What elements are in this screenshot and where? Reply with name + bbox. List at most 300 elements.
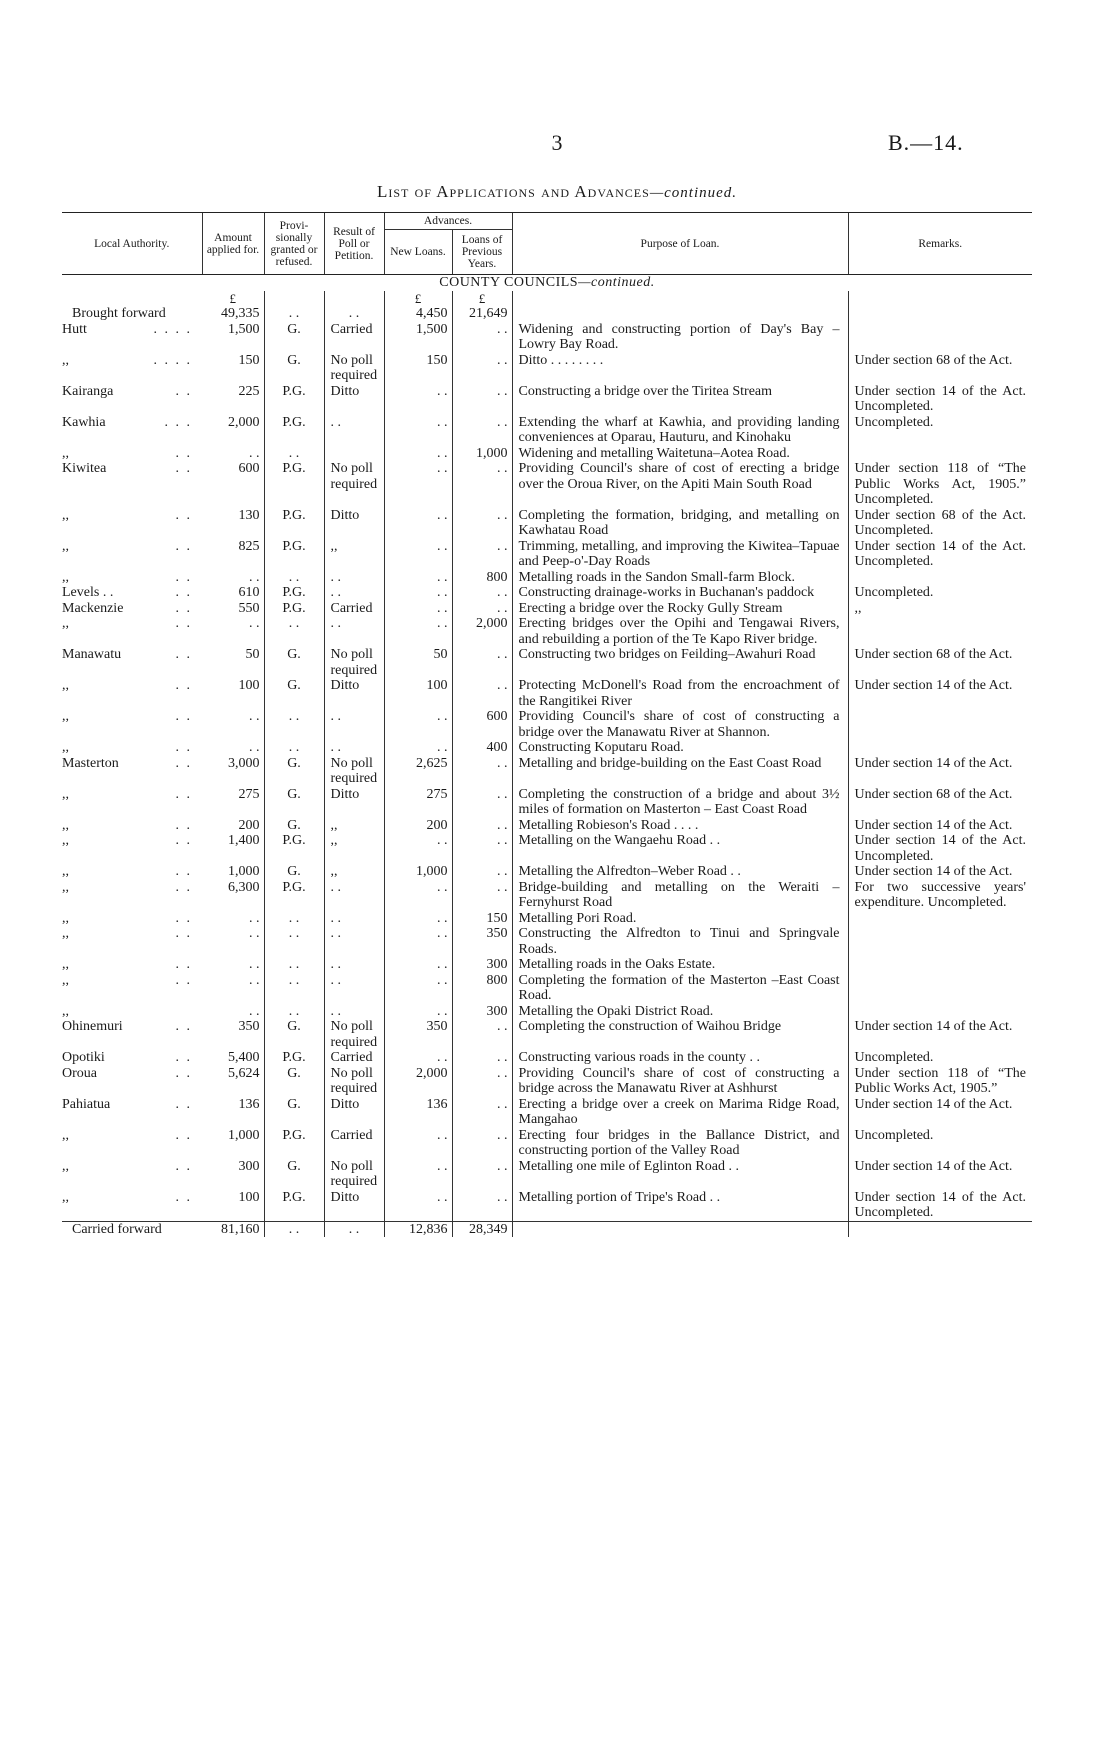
row-leader-dots: . . bbox=[175, 1127, 192, 1143]
row-amount: 3,000 bbox=[228, 755, 260, 771]
row-result: No poll required bbox=[324, 353, 384, 384]
row-remarks bbox=[848, 973, 1032, 1004]
row-authority-name: ,, bbox=[62, 879, 69, 895]
table-row bbox=[62, 740, 1032, 756]
row-previous-loans: 800 bbox=[452, 570, 512, 586]
table-row bbox=[62, 1019, 1032, 1050]
table-row bbox=[62, 1050, 1032, 1066]
row-authority-name: ,, bbox=[62, 740, 69, 755]
table-row bbox=[62, 1128, 1032, 1159]
row-result: . . bbox=[324, 740, 384, 756]
row-purpose: Metalling on the Wangaehu Road . . bbox=[512, 833, 848, 864]
brought-forward-new: 4,450 bbox=[384, 306, 452, 322]
row-remarks bbox=[848, 957, 1032, 973]
table-row bbox=[62, 508, 1032, 539]
table-row bbox=[62, 616, 1032, 647]
row-amount: 136 bbox=[238, 1096, 260, 1112]
row-purpose: Providing Council's share of cost of erecting a bridge over the Oroua River, on the Apiti Main South Road bbox=[512, 461, 848, 508]
row-provisional: P.G. bbox=[264, 601, 324, 617]
row-provisional: P.G. bbox=[264, 508, 324, 539]
table-row bbox=[62, 1159, 1032, 1190]
row-provisional: P.G. bbox=[264, 384, 324, 415]
row-remarks: Under section 14 of the Act. bbox=[848, 678, 1032, 709]
row-provisional: . . bbox=[264, 926, 324, 957]
brought-forward-result: . . bbox=[324, 306, 384, 322]
row-result bbox=[324, 446, 384, 462]
col-remarks: Remarks. bbox=[848, 213, 1032, 275]
row-new-loans: 136 bbox=[384, 1097, 452, 1128]
carried-forward-result: . . bbox=[324, 1221, 384, 1237]
row-result: ,, bbox=[324, 864, 384, 880]
row-previous-loans: . . bbox=[452, 415, 512, 446]
applications-table bbox=[62, 212, 1032, 1237]
row-previous-loans: . . bbox=[452, 818, 512, 834]
row-amount: . . bbox=[249, 972, 260, 988]
carried-forward-prov: . . bbox=[264, 1221, 324, 1237]
row-result: . . bbox=[324, 957, 384, 973]
row-purpose: Completing the formation of the Masterton –East Coast Road. bbox=[512, 973, 848, 1004]
row-provisional: G. bbox=[264, 1097, 324, 1128]
row-amount: . . bbox=[249, 569, 260, 585]
row-result: No poll required bbox=[324, 461, 384, 508]
row-provisional: G. bbox=[264, 818, 324, 834]
row-previous-loans: 1,000 bbox=[452, 446, 512, 462]
row-leader-dots: . . bbox=[175, 616, 192, 631]
row-provisional: G. bbox=[264, 353, 324, 384]
row-new-loans: . . bbox=[384, 601, 452, 617]
row-result: Ditto bbox=[324, 787, 384, 818]
row-result: No poll required bbox=[324, 1066, 384, 1097]
row-previous-loans: . . bbox=[452, 384, 512, 415]
row-authority-name: ,, bbox=[62, 786, 69, 802]
row-amount: 130 bbox=[238, 507, 260, 523]
brought-forward-previous: 21,649 bbox=[452, 306, 512, 322]
table-row bbox=[62, 1097, 1032, 1128]
row-purpose: Constructing drainage-works in Buchanan's paddock bbox=[512, 585, 848, 601]
row-leader-dots: . . . . bbox=[153, 321, 192, 337]
row-new-loans: . . bbox=[384, 1050, 452, 1066]
table-row bbox=[62, 415, 1032, 446]
section-heading bbox=[62, 275, 1032, 291]
row-previous-loans: . . bbox=[452, 678, 512, 709]
row-result: ,, bbox=[324, 833, 384, 864]
col-amount-applied: Amount applied for. bbox=[202, 213, 264, 275]
row-purpose: Metalling portion of Tripe's Road . . bbox=[512, 1190, 848, 1222]
row-result: Ditto bbox=[324, 384, 384, 415]
col-purpose: Purpose of Loan. bbox=[512, 213, 848, 275]
page-number: 3 bbox=[551, 130, 563, 155]
row-result: No poll required bbox=[324, 1019, 384, 1050]
table-row bbox=[62, 1066, 1032, 1097]
row-new-loans: . . bbox=[384, 585, 452, 601]
row-previous-loans: 150 bbox=[452, 911, 512, 927]
table-row bbox=[62, 880, 1032, 911]
row-previous-loans: . . bbox=[452, 322, 512, 353]
row-purpose: Metalling one mile of Eglinton Road . . bbox=[512, 1159, 848, 1190]
table-body bbox=[62, 275, 1032, 1222]
row-authority-name: ,, bbox=[62, 538, 69, 554]
row-new-loans: . . bbox=[384, 1190, 452, 1222]
row-new-loans: . . bbox=[384, 539, 452, 570]
table-row bbox=[62, 446, 1032, 462]
row-purpose: Widening and metalling Waitetuna–Aotea Road. bbox=[512, 446, 848, 462]
row-previous-loans: . . bbox=[452, 353, 512, 384]
row-authority bbox=[62, 787, 202, 818]
row-authority bbox=[62, 508, 202, 539]
row-leader-dots: . . bbox=[175, 600, 192, 616]
table-row bbox=[62, 322, 1032, 353]
col-provisionally: Provi-sionally granted or refused. bbox=[264, 213, 324, 275]
row-provisional: G. bbox=[264, 647, 324, 678]
row-amount: 275 bbox=[238, 786, 260, 802]
row-remarks: Under section 68 of the Act. Uncompleted. bbox=[848, 508, 1032, 539]
col-loans-previous: Loans of Previous Years. bbox=[452, 230, 512, 275]
table-row bbox=[62, 957, 1032, 973]
row-remarks: Under section 14 of the Act. bbox=[848, 756, 1032, 787]
table-row bbox=[62, 756, 1032, 787]
row-authority bbox=[62, 1097, 202, 1128]
row-amount: 5,624 bbox=[228, 1065, 260, 1081]
carried-forward-previous: 28,349 bbox=[452, 1221, 512, 1237]
row-authority bbox=[62, 353, 202, 384]
table-row bbox=[62, 926, 1032, 957]
row-remarks bbox=[848, 911, 1032, 927]
row-authority-name: Kiwitea bbox=[62, 461, 107, 476]
row-purpose: Metalling the Alfredton–Weber Road . . bbox=[512, 864, 848, 880]
table-row bbox=[62, 384, 1032, 415]
row-result: . . bbox=[324, 570, 384, 586]
row-provisional: . . bbox=[264, 570, 324, 586]
row-leader-dots: . . bbox=[175, 972, 192, 988]
row-provisional: G. bbox=[264, 678, 324, 709]
row-purpose: Extending the wharf at Kawhia, and providing landing conveniences at Oparau, Hauturu, and Kinohaku bbox=[512, 415, 848, 446]
row-remarks: For two successive years' expenditure. Uncompleted. bbox=[848, 880, 1032, 911]
row-purpose: Constructing a bridge over the Tiritea Stream bbox=[512, 384, 848, 415]
table-row bbox=[62, 709, 1032, 740]
row-purpose: Constructing two bridges on Feilding–Awahuri Road bbox=[512, 647, 848, 678]
table-row bbox=[62, 678, 1032, 709]
row-remarks: Under section 14 of the Act. Uncompleted. bbox=[848, 1190, 1032, 1222]
row-authority-name: ,, bbox=[62, 445, 69, 461]
table-row bbox=[62, 461, 1032, 508]
row-result: . . bbox=[324, 1004, 384, 1020]
row-remarks bbox=[848, 616, 1032, 647]
row-previous-loans: 600 bbox=[452, 709, 512, 740]
row-new-loans: . . bbox=[384, 446, 452, 462]
row-authority bbox=[62, 585, 202, 601]
row-remarks bbox=[848, 709, 1032, 740]
row-provisional: . . bbox=[264, 616, 324, 647]
row-authority-name: ,, bbox=[62, 1189, 69, 1205]
row-result: Ditto bbox=[324, 678, 384, 709]
table-row bbox=[62, 833, 1032, 864]
table-row bbox=[62, 1190, 1032, 1222]
table-row bbox=[62, 911, 1032, 927]
row-new-loans: . . bbox=[384, 973, 452, 1004]
row-amount: 610 bbox=[238, 585, 260, 600]
row-result: . . bbox=[324, 926, 384, 957]
row-result: Ditto bbox=[324, 508, 384, 539]
row-authority-name: Masterton bbox=[62, 755, 119, 771]
row-provisional: P.G. bbox=[264, 880, 324, 911]
table-row bbox=[62, 601, 1032, 617]
row-previous-loans: 400 bbox=[452, 740, 512, 756]
row-previous-loans: 350 bbox=[452, 926, 512, 957]
table-row bbox=[62, 1004, 1032, 1020]
row-new-loans: . . bbox=[384, 570, 452, 586]
row-authority bbox=[62, 709, 202, 740]
row-previous-loans: . . bbox=[452, 1128, 512, 1159]
section-title-suffix: —continued. bbox=[578, 275, 655, 290]
row-provisional: P.G. bbox=[264, 1190, 324, 1222]
row-amount: 200 bbox=[238, 817, 260, 833]
row-authority bbox=[62, 880, 202, 911]
row-authority bbox=[62, 647, 202, 678]
row-provisional: . . bbox=[264, 709, 324, 740]
row-remarks: Uncompleted. bbox=[848, 1128, 1032, 1159]
row-result: No poll required bbox=[324, 1159, 384, 1190]
row-previous-loans: . . bbox=[452, 461, 512, 508]
row-previous-loans: . . bbox=[452, 1159, 512, 1190]
row-provisional: P.G. bbox=[264, 833, 324, 864]
row-remarks bbox=[848, 1004, 1032, 1020]
row-amount: . . bbox=[249, 445, 260, 461]
row-amount: . . bbox=[249, 616, 260, 631]
col-result-poll: Result of Poll or Petition. bbox=[324, 213, 384, 275]
row-new-loans: . . bbox=[384, 709, 452, 740]
row-purpose: Erecting a bridge over a creek on Marima Ridge Road, Mangahao bbox=[512, 1097, 848, 1128]
row-result: Ditto bbox=[324, 1097, 384, 1128]
row-amount: 1,000 bbox=[228, 1127, 260, 1143]
row-amount: . . bbox=[249, 740, 260, 755]
row-leader-dots: . . bbox=[175, 833, 192, 848]
row-authority bbox=[62, 1128, 202, 1159]
row-remarks: Under section 14 of the Act. Uncompleted. bbox=[848, 539, 1032, 570]
row-purpose: Constructing Koputaru Road. bbox=[512, 740, 848, 756]
brought-forward-row bbox=[62, 306, 1032, 322]
row-purpose: Erecting bridges over the Opihi and Tengawai Rivers, and rebuilding a portion of the Te Kapo River bridge. bbox=[512, 616, 848, 647]
row-result: Carried bbox=[324, 601, 384, 617]
row-authority bbox=[62, 818, 202, 834]
row-authority-name: ,, bbox=[62, 926, 69, 941]
row-previous-loans: 2,000 bbox=[452, 616, 512, 647]
row-purpose: Constructing various roads in the county . . bbox=[512, 1050, 848, 1066]
row-amount: . . bbox=[249, 957, 260, 972]
row-authority bbox=[62, 833, 202, 864]
row-leader-dots: . . bbox=[175, 585, 192, 600]
row-leader-dots: . . bbox=[175, 755, 192, 771]
row-result: . . bbox=[324, 709, 384, 740]
row-new-loans: . . bbox=[384, 461, 452, 508]
row-result: . . bbox=[324, 585, 384, 601]
row-authority-name: ,, bbox=[62, 910, 69, 926]
row-leader-dots: . . bbox=[175, 1065, 192, 1081]
row-amount: 50 bbox=[245, 647, 260, 662]
row-amount: 2,000 bbox=[228, 414, 260, 430]
row-authority bbox=[62, 446, 202, 462]
row-authority-name: ,, bbox=[62, 1003, 69, 1019]
row-new-loans: . . bbox=[384, 911, 452, 927]
row-authority-name: ,, bbox=[62, 709, 69, 724]
row-authority bbox=[62, 570, 202, 586]
row-purpose: Erecting four bridges in the Ballance District, and constructing portion of the Valley Road bbox=[512, 1128, 848, 1159]
row-new-loans: . . bbox=[384, 880, 452, 911]
row-amount: 825 bbox=[238, 538, 260, 554]
row-new-loans: . . bbox=[384, 508, 452, 539]
section-title: COUNTY COUNCILS bbox=[439, 275, 579, 290]
row-new-loans: 2,000 bbox=[384, 1066, 452, 1097]
row-previous-loans: . . bbox=[452, 647, 512, 678]
row-amount: 100 bbox=[238, 678, 260, 693]
row-leader-dots: . . bbox=[175, 1189, 192, 1205]
row-remarks: Under section 14 of the Act. bbox=[848, 1097, 1032, 1128]
row-authority-name: Oroua bbox=[62, 1065, 97, 1081]
row-amount: 5,400 bbox=[228, 1050, 260, 1065]
row-amount: . . bbox=[249, 910, 260, 926]
row-authority-name: Mackenzie bbox=[62, 600, 124, 616]
row-leader-dots: . . bbox=[175, 1019, 192, 1034]
row-leader-dots: . . bbox=[175, 461, 192, 476]
row-purpose: Erecting a bridge over the Rocky Gully Stream bbox=[512, 601, 848, 617]
row-purpose: Metalling the Opaki District Road. bbox=[512, 1004, 848, 1020]
row-authority bbox=[62, 616, 202, 647]
row-leader-dots: . . bbox=[175, 786, 192, 802]
brought-forward-prov: . . bbox=[264, 306, 324, 322]
row-previous-loans: . . bbox=[452, 539, 512, 570]
row-leader-dots: . . bbox=[175, 910, 192, 926]
row-authority bbox=[62, 1004, 202, 1020]
row-purpose: Ditto . . . . . . . . bbox=[512, 353, 848, 384]
list-title-continued: —continued. bbox=[649, 185, 738, 201]
row-new-loans: . . bbox=[384, 415, 452, 446]
list-title-main: List of Applications and Advances bbox=[376, 182, 650, 201]
row-new-loans: . . bbox=[384, 926, 452, 957]
row-previous-loans: . . bbox=[452, 756, 512, 787]
row-result: . . bbox=[324, 616, 384, 647]
row-authority-name: ,, bbox=[62, 616, 69, 631]
row-purpose: Providing Council's share of cost of constructing a bridge across the Manawatu River at Ashhurst bbox=[512, 1066, 848, 1097]
row-amount: . . bbox=[249, 1003, 260, 1019]
row-leader-dots: . . bbox=[175, 957, 192, 972]
row-previous-loans: . . bbox=[452, 864, 512, 880]
row-new-loans: 100 bbox=[384, 678, 452, 709]
row-amount: 100 bbox=[238, 1189, 260, 1205]
row-remarks: Under section 68 of the Act. bbox=[848, 353, 1032, 384]
row-amount: 6,300 bbox=[228, 879, 260, 895]
row-remarks bbox=[848, 570, 1032, 586]
row-authority bbox=[62, 926, 202, 957]
row-previous-loans: . . bbox=[452, 585, 512, 601]
row-remarks: Under section 14 of the Act. bbox=[848, 864, 1032, 880]
row-authority bbox=[62, 384, 202, 415]
row-amount: 600 bbox=[238, 461, 260, 476]
row-provisional: G. bbox=[264, 1159, 324, 1190]
row-remarks: Under section 68 of the Act. bbox=[848, 787, 1032, 818]
row-result: No poll required bbox=[324, 647, 384, 678]
row-remarks: Under section 68 of the Act. bbox=[848, 647, 1032, 678]
table-row bbox=[62, 787, 1032, 818]
row-provisional: P.G. bbox=[264, 585, 324, 601]
row-authority-name: ,, bbox=[62, 352, 69, 368]
row-leader-dots: . . bbox=[175, 678, 192, 693]
row-provisional: G. bbox=[264, 322, 324, 353]
carried-forward-label: Carried forward bbox=[62, 1221, 202, 1237]
row-previous-loans: . . bbox=[452, 508, 512, 539]
row-amount: 150 bbox=[238, 352, 260, 368]
row-provisional: P.G. bbox=[264, 1050, 324, 1066]
row-new-loans: . . bbox=[384, 384, 452, 415]
row-new-loans: 2,625 bbox=[384, 756, 452, 787]
row-authority-name: Manawatu bbox=[62, 647, 122, 662]
col-advances: Advances. bbox=[384, 213, 512, 230]
row-authority-name: ,, bbox=[62, 957, 69, 972]
row-new-loans: . . bbox=[384, 1004, 452, 1020]
row-result: . . bbox=[324, 973, 384, 1004]
row-remarks: Under section 14 of the Act. bbox=[848, 1159, 1032, 1190]
table-row bbox=[62, 864, 1032, 880]
row-provisional: . . bbox=[264, 446, 324, 462]
row-purpose: Protecting McDonell's Road from the encroachment of the Rangitikei River bbox=[512, 678, 848, 709]
row-purpose: Metalling and bridge-building on the East Coast Road bbox=[512, 756, 848, 787]
row-authority-name: ,, bbox=[62, 1158, 69, 1174]
col-local-authority: Local Authority. bbox=[62, 213, 202, 275]
row-new-loans: 50 bbox=[384, 647, 452, 678]
row-purpose: Trimming, metalling, and improving the Kiwitea–Tapuae and Peep-o'-Day Roads bbox=[512, 539, 848, 570]
row-new-loans: 1,500 bbox=[384, 322, 452, 353]
row-provisional: P.G. bbox=[264, 415, 324, 446]
row-new-loans: 350 bbox=[384, 1019, 452, 1050]
row-new-loans: . . bbox=[384, 957, 452, 973]
document-reference: B.—14. bbox=[888, 130, 964, 155]
brought-forward-label: Brought forward bbox=[72, 306, 166, 321]
row-remarks: Uncompleted. bbox=[848, 585, 1032, 601]
row-amount: . . bbox=[249, 709, 260, 724]
row-leader-dots: . . bbox=[175, 926, 192, 941]
row-authority-name: Opotiki bbox=[62, 1050, 105, 1065]
row-previous-loans: . . bbox=[452, 1066, 512, 1097]
currency-new: £ bbox=[384, 291, 452, 307]
row-leader-dots: . . bbox=[175, 817, 192, 833]
row-leader-dots: . . bbox=[175, 647, 192, 662]
table-row bbox=[62, 353, 1032, 384]
row-authority bbox=[62, 678, 202, 709]
row-remarks: ,, bbox=[848, 601, 1032, 617]
row-provisional: P.G. bbox=[264, 461, 324, 508]
row-purpose: Metalling roads in the Oaks Estate. bbox=[512, 957, 848, 973]
row-provisional: G. bbox=[264, 1019, 324, 1050]
row-provisional: G. bbox=[264, 756, 324, 787]
row-result: Ditto bbox=[324, 1190, 384, 1222]
row-provisional: G. bbox=[264, 787, 324, 818]
row-amount: 1,400 bbox=[228, 833, 260, 848]
row-leader-dots: . . bbox=[175, 1158, 192, 1174]
row-new-loans: 200 bbox=[384, 818, 452, 834]
row-authority-name: Hutt bbox=[62, 321, 87, 337]
currency-amount: £ bbox=[229, 290, 236, 306]
row-result: Carried bbox=[324, 1050, 384, 1066]
table-row bbox=[62, 585, 1032, 601]
row-purpose: Widening and constructing portion of Day's Bay – Lowry Bay Road. bbox=[512, 322, 848, 353]
row-provisional: G. bbox=[264, 1066, 324, 1097]
row-remarks: Under section 118 of “The Public Works Act, 1905.” Uncompleted. bbox=[848, 461, 1032, 508]
brought-forward-amount: 49,335 bbox=[221, 306, 260, 321]
carried-forward-row bbox=[62, 1221, 1032, 1237]
row-previous-loans: . . bbox=[452, 601, 512, 617]
row-result: ,, bbox=[324, 539, 384, 570]
row-purpose: Constructing the Alfredton to Tinui and Springvale Roads. bbox=[512, 926, 848, 957]
row-previous-loans: . . bbox=[452, 1019, 512, 1050]
row-previous-loans: . . bbox=[452, 880, 512, 911]
